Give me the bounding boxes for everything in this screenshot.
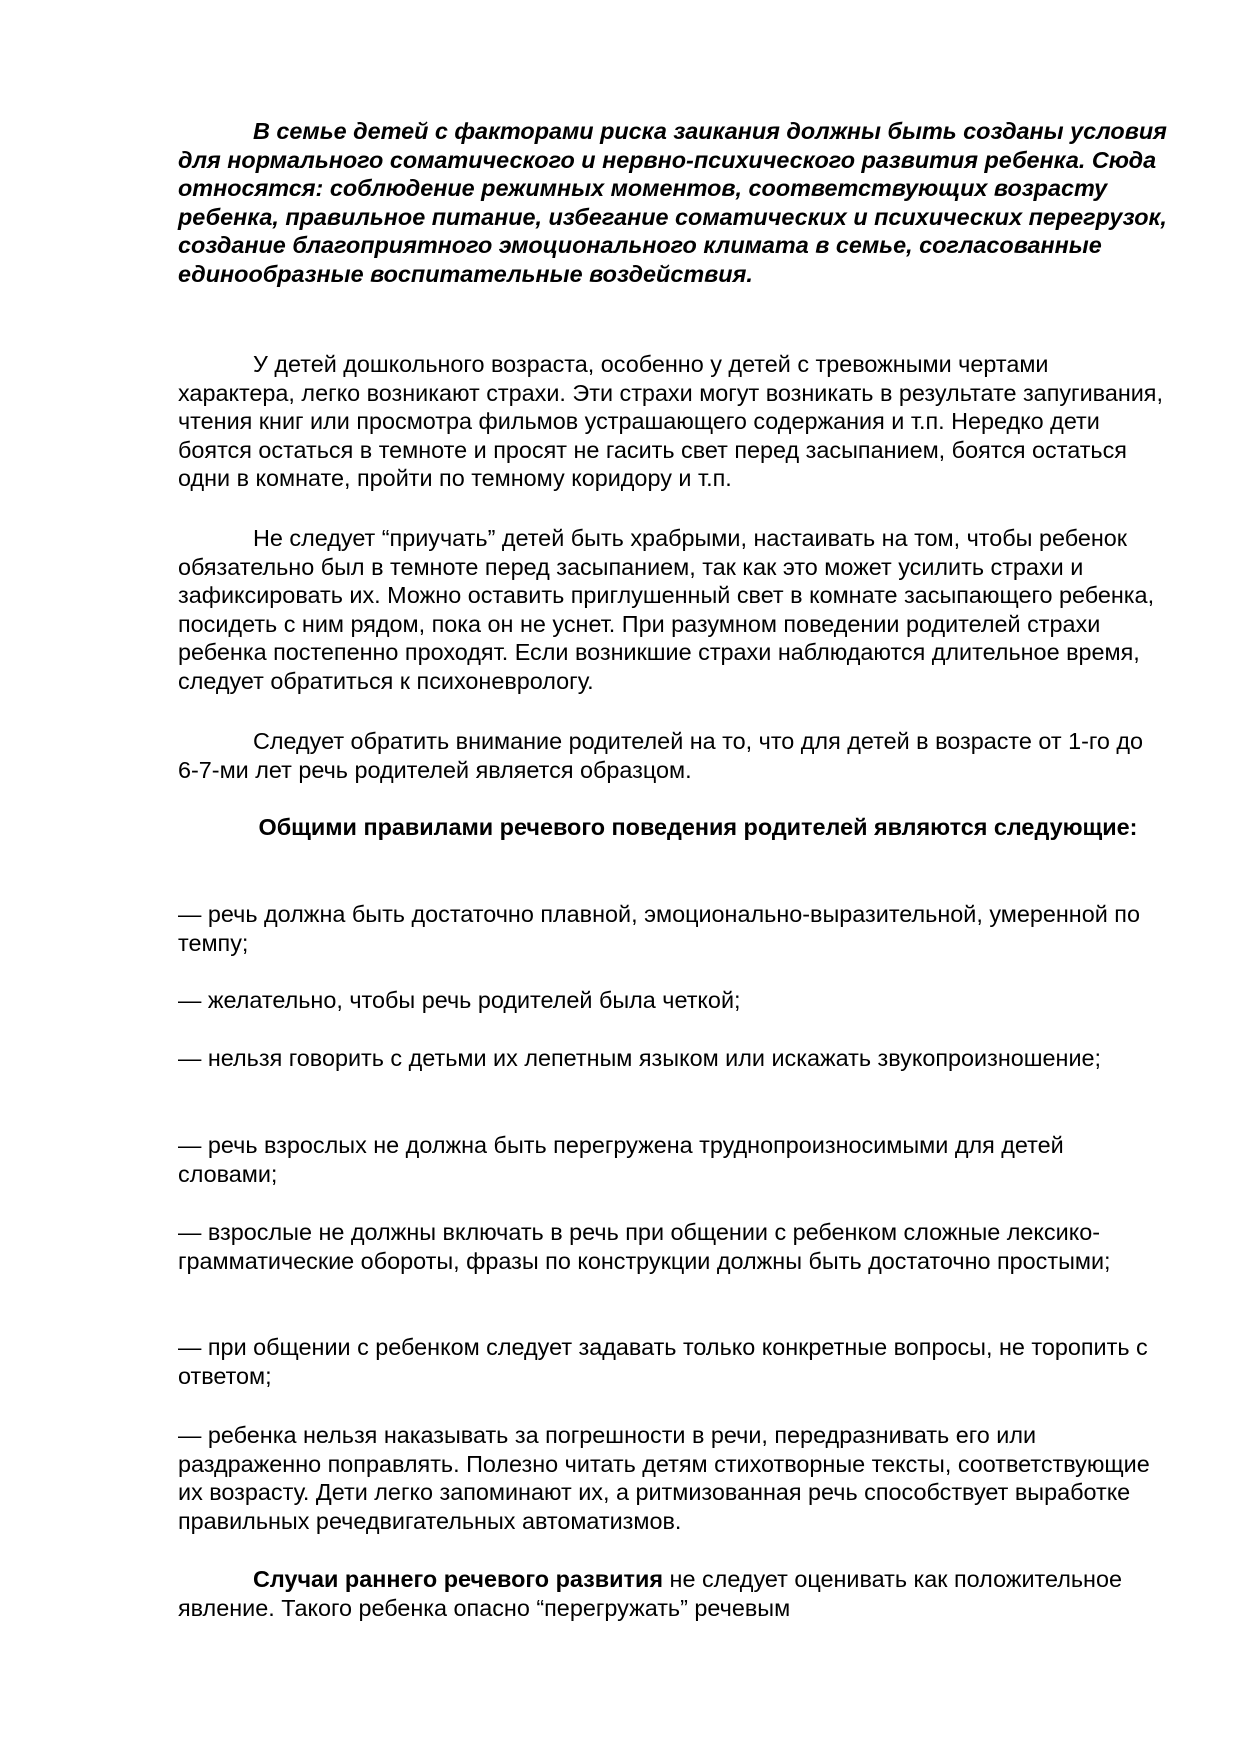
rule-item: — нельзя говорить с детьми их лепетным языком или искажать звукопроизношение; [178,1045,1102,1071]
rule-item: — при общении с ребенком следует задавать только конкретные вопросы, не торопить с ответом; [178,1334,1148,1389]
rule-item: — речь взрослых не должна быть перегружена труднопроизносимыми для детей словами; [178,1132,1064,1187]
final-paragraph [178,1565,1168,1622]
rules-heading: Общими правилами речевого поведения родителей являются следующие: [258,814,1138,840]
paragraph-bravery: Не следует “приучать” детей быть храбрыми, настаивать на том, чтобы ребенок обязательно был в темноте перед засыпанием, так как это может усилить страхи и зафиксировать их. Можно оставить приглушенный свет в комнате засыпающего ребенка, посидеть с ним рядом, пока он не уснет. При разумном поведении родителей страхи ребенка постепенно проходят. Если возникшие страхи наблюдаются длительное время, следует обратиться к психоневрологу. [178,525,1155,694]
intro-paragraph: В семье детей с факторами риска заикания должны быть созданы условия для нормального соматического и нервно-психического развития ребенка. Сюда относятся: соблюдение режимных моментов, соответствующих возрасту ребенка, правильное питание, избегание соматических и психических перегрузок, создание благоприятного эмоционального климата в семье, согласованные единообразные воспитательные воздействия. [178,118,1167,287]
rule-item: — ребенка нельзя наказывать за погрешности в речи, передразнивать его или раздраженно поправлять. Полезно читать детям стихотворные тексты, соответствующие их возрасту. Дети легко запоминают их, а ритмизованная речь способствует выработке правильных речедвигательных автоматизмов. [178,1422,1150,1534]
rule-item: — желательно, чтобы речь родителей была четкой; [178,987,741,1013]
paragraph-speech-model: Следует обратить внимание родителей на то, что для детей в возрасте от 1-го до 6-7-ми лет речь родителей является образцом. [178,728,1144,783]
final-paragraph-bold-lead: Случаи раннего речевого развития [253,1566,664,1592]
rule-item: — взрослые не должны включать в речь при общении с ребенком сложные лексико-грамматические обороты, фразы по конструкции должны быть достаточно простыми; [178,1219,1111,1274]
final-paragraph-text: не следует оценивать как положительное явление. Такого ребенка опасно “перегружать” речевым [178,1566,1122,1621]
paragraph-fears: У детей дошкольного возраста, особенно у детей с тревожными чертами характера, легко возникают страхи. Эти страхи могут возникать в результате запугивания, чтения книг или просмотра фильмов устрашающего содержания и т.п. Нередко дети боятся остаться в темноте и просят не гасить свет перед засыпанием, боятся остаться одни в комнате, пройти по темному коридору и т.п. [178,351,1163,492]
rule-item: — речь должна быть достаточно плавной, эмоционально-выразительной, умеренной по темпу; [178,901,1140,956]
